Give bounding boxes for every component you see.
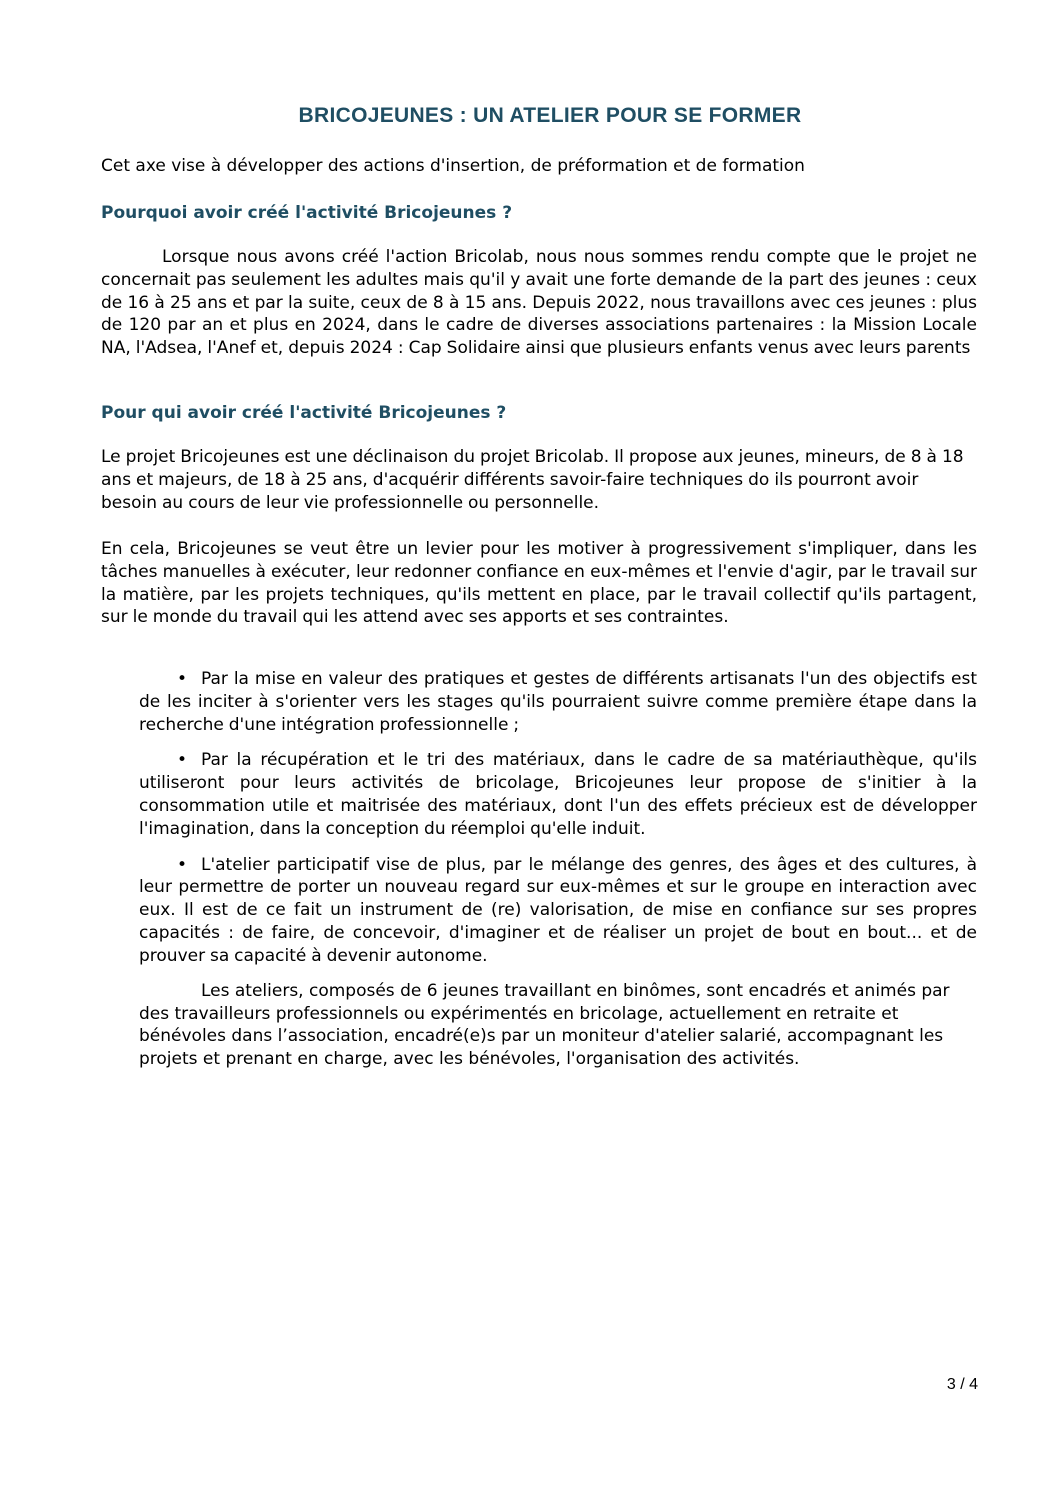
section-for-whom-paragraph-1: Le projet Bricojeunes est une déclinaison du projet Bricolab. Il propose aux jeunes, mineurs, de 8 à 18 ans et majeurs, de 18 à 25 ans, d'acquérir différents savoir-faire techniques do ils pourront avoir besoin au cours de leur vie professionnelle ou personnelle. xyxy=(101,447,964,513)
intro-text: Cet axe vise à développer des actions d'insertion, de préformation et de formation xyxy=(101,156,805,176)
bullet-text: L'atelier participatif vise de plus, par le mélange des genres, des âges et des cultures, à leur permettre de porter un nouveau regard sur eux-mêmes et sur le groupe en interaction avec eux. Il est de ce fait un instrument de (re) valorisation, de mise en confiance sur ses propres capacités : de faire, de concevoir, d'imaginer et de réaliser un projet de bout en bout... et de prouver sa capacité à devenir autonome. xyxy=(139,854,977,966)
section-for-whom-paragraph-2: En cela, Bricojeunes se veut être un levier pour les motiver à progressivement s'impliquer, dans les tâches manuelles à exécuter, leur redonner confiance en eux-mêmes et l'envie d'agir, par le travail sur la matière, par les projets techniques, qu'ils mettent en place, par le travail collectif qu'ils partagent, sur le monde du travail qui les attend avec ses apports et ses contraintes. xyxy=(101,539,977,628)
closing-paragraph: Les ateliers, composés de 6 jeunes travaillant en binômes, sont encadrés et animés par des travailleurs professionnels ou expérimentés en bricolage, actuellement en retraite et bénévoles dans l’association, encadré(e)s par un moniteur d'atelier salarié, accompagnant les projets et prenant en charge, avec les bénévoles, l'organisation des activités. xyxy=(139,981,950,1069)
bullet-item xyxy=(139,668,977,736)
bullet-icon: • xyxy=(177,669,188,689)
bullet-icon: • xyxy=(177,750,188,771)
bullet-icon: • xyxy=(177,854,188,875)
bullet-text: Par la récupération et le tri des matériaux, dans le cadre de sa matériauthèque, qu'ils utiliseront pour leurs activités de bricolage, Bricojeunes leur propose de s'initier à la consommation utile et maitrisée des matériaux, dont l'un des effets précieux est de développer l'imagination, dans la conception du réemploi qu'elle induit. xyxy=(139,750,977,839)
page-number: 3 / 4 xyxy=(946,1376,978,1393)
section-heading-why: Pourquoi avoir créé l'activité Bricojeunes ? xyxy=(101,203,513,223)
bullet-item xyxy=(139,749,977,840)
section-why-paragraph: Lorsque nous avons créé l'action Bricolab, nous nous sommes rendu compte que le projet ne concernait pas seulement les adultes mais qu'il y avait une forte demande de la part des jeunes : ceux de 16 à 25 ans et par la suite, ceux de 8 à 15 ans. Depuis 2022, nous travaillons avec ces jeunes : plus de 120 par an et plus en 2024, dans le cadre de diverses associations partenaires : la Mission Locale NA, l'Adsea, l'Anef et, depuis 2024 : Cap Solidaire ainsi que plusieurs enfants venus avec leurs parents xyxy=(101,247,977,359)
bullet-text: Par la mise en valeur des pratiques et gestes de différents artisanats l'un des objectifs est de les inciter à s'orienter vers les stages qu'ils pourraient suivre comme première étape dans la recherche d'une intégration professionnelle ; xyxy=(139,669,977,735)
section-heading-for-whom: Pour qui avoir créé l'activité Bricojeunes ? xyxy=(101,403,507,423)
bullet-item xyxy=(139,854,977,968)
page-title: BRICOJEUNES : UN ATELIER POUR SE FORMER xyxy=(298,104,802,127)
objectives-bullet-list xyxy=(139,668,977,981)
